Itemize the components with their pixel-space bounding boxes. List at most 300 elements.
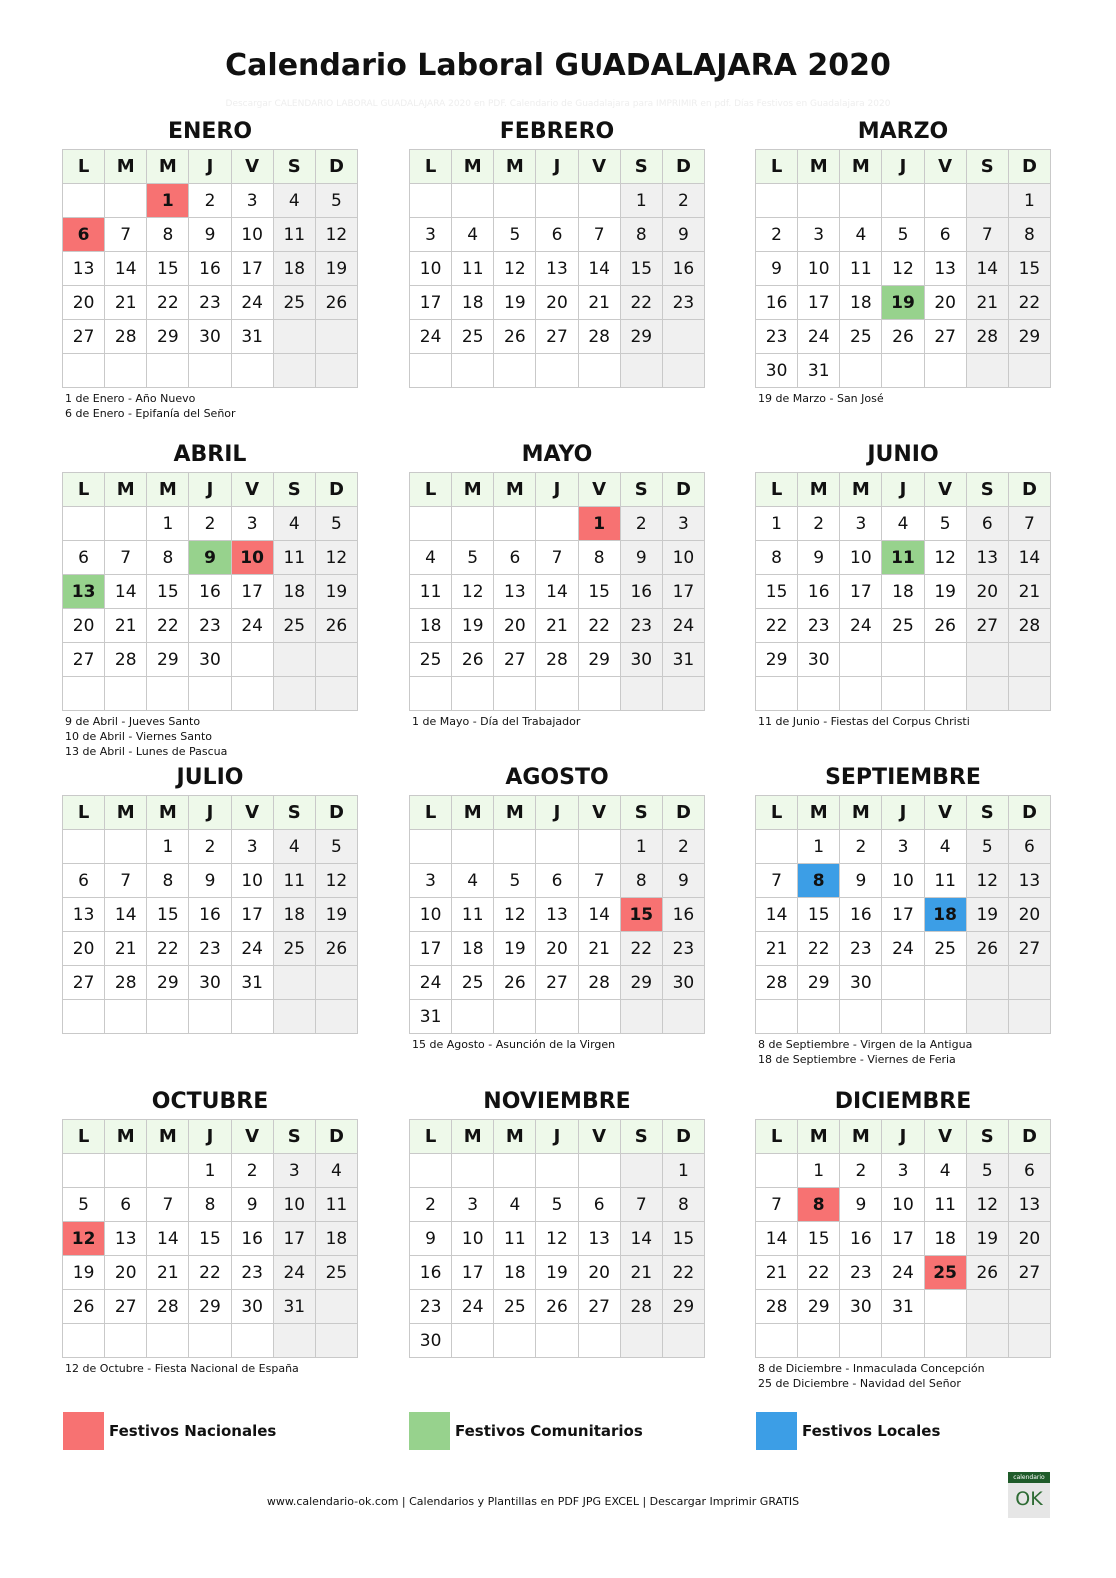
day-cell: 14 bbox=[105, 252, 147, 286]
weekday-header-row bbox=[756, 1120, 1051, 1154]
week-row bbox=[410, 320, 705, 354]
day-cell: 25 bbox=[924, 932, 966, 966]
holiday-notes bbox=[755, 1037, 1051, 1067]
day-cell: 17 bbox=[662, 575, 704, 609]
month-table bbox=[409, 1119, 705, 1358]
day-cell: 27 bbox=[63, 966, 105, 1000]
empty-cell bbox=[273, 1324, 315, 1358]
day-cell: 5 bbox=[924, 507, 966, 541]
day-cell: 8 bbox=[147, 541, 189, 575]
weekday-header: M bbox=[840, 473, 882, 507]
day-cell: 5 bbox=[63, 1188, 105, 1222]
empty-cell bbox=[315, 677, 357, 711]
day-cell: 30 bbox=[189, 966, 231, 1000]
day-cell: 19 bbox=[966, 1222, 1008, 1256]
day-cell: 25 bbox=[315, 1256, 357, 1290]
weekday-header: V bbox=[924, 1120, 966, 1154]
week-row bbox=[410, 830, 705, 864]
day-cell: 25 bbox=[840, 320, 882, 354]
week-row bbox=[410, 507, 705, 541]
empty-cell bbox=[452, 830, 494, 864]
week-row bbox=[410, 1154, 705, 1188]
day-cell: 7 bbox=[756, 864, 798, 898]
empty-cell bbox=[410, 354, 452, 388]
weekday-header: M bbox=[147, 1120, 189, 1154]
weekday-header: M bbox=[494, 1120, 536, 1154]
day-cell: 20 bbox=[578, 1256, 620, 1290]
weekday-header-row bbox=[410, 150, 705, 184]
empty-cell bbox=[578, 830, 620, 864]
weekday-header: V bbox=[578, 1120, 620, 1154]
weekday-header: J bbox=[882, 796, 924, 830]
day-cell: 9 bbox=[189, 864, 231, 898]
day-cell: 6 bbox=[1008, 1154, 1050, 1188]
empty-cell bbox=[882, 354, 924, 388]
day-cell: 6 bbox=[63, 541, 105, 575]
empty-cell bbox=[105, 1154, 147, 1188]
empty-cell bbox=[105, 677, 147, 711]
weekday-header: D bbox=[662, 796, 704, 830]
week-row bbox=[63, 1222, 358, 1256]
day-cell: 16 bbox=[410, 1256, 452, 1290]
day-cell: 12 bbox=[536, 1222, 578, 1256]
empty-cell bbox=[620, 1000, 662, 1034]
empty-cell bbox=[662, 1324, 704, 1358]
day-cell: 18 bbox=[840, 286, 882, 320]
weekday-header: V bbox=[231, 150, 273, 184]
day-cell: 16 bbox=[840, 898, 882, 932]
holiday-day-cell: 15 bbox=[620, 898, 662, 932]
empty-cell bbox=[105, 507, 147, 541]
day-cell: 3 bbox=[882, 1154, 924, 1188]
empty-cell bbox=[452, 184, 494, 218]
holiday-note: 15 de Agosto - Asunción de la Virgen bbox=[412, 1038, 616, 1051]
day-cell: 6 bbox=[494, 541, 536, 575]
day-cell: 3 bbox=[410, 218, 452, 252]
day-cell: 26 bbox=[63, 1290, 105, 1324]
day-cell: 15 bbox=[147, 898, 189, 932]
week-row bbox=[63, 898, 358, 932]
day-cell: 27 bbox=[536, 966, 578, 1000]
empty-cell bbox=[620, 1324, 662, 1358]
weekday-header: D bbox=[662, 150, 704, 184]
day-cell: 21 bbox=[578, 932, 620, 966]
week-row bbox=[756, 898, 1051, 932]
day-cell: 4 bbox=[273, 507, 315, 541]
empty-cell bbox=[147, 1000, 189, 1034]
day-cell: 24 bbox=[882, 1256, 924, 1290]
holiday-day-cell: 25 bbox=[924, 1256, 966, 1290]
weekday-header: L bbox=[63, 473, 105, 507]
day-cell: 1 bbox=[147, 507, 189, 541]
day-cell: 10 bbox=[882, 864, 924, 898]
holiday-note: 10 de Abril - Viernes Santo bbox=[65, 730, 212, 743]
day-cell: 26 bbox=[315, 609, 357, 643]
day-cell: 26 bbox=[494, 320, 536, 354]
empty-cell bbox=[189, 1324, 231, 1358]
empty-cell bbox=[105, 354, 147, 388]
week-row bbox=[756, 252, 1051, 286]
month-junio bbox=[755, 438, 1051, 729]
day-cell: 18 bbox=[494, 1256, 536, 1290]
week-row bbox=[410, 966, 705, 1000]
day-cell: 27 bbox=[536, 320, 578, 354]
empty-cell bbox=[231, 1000, 273, 1034]
weekday-header: S bbox=[620, 473, 662, 507]
empty-cell bbox=[578, 677, 620, 711]
day-cell: 14 bbox=[578, 898, 620, 932]
empty-cell bbox=[231, 677, 273, 711]
weekday-header: L bbox=[756, 796, 798, 830]
day-cell: 11 bbox=[452, 252, 494, 286]
day-cell: 10 bbox=[231, 864, 273, 898]
week-row bbox=[63, 507, 358, 541]
day-cell: 23 bbox=[840, 932, 882, 966]
holiday-day-cell: 9 bbox=[189, 541, 231, 575]
empty-cell bbox=[105, 830, 147, 864]
empty-cell bbox=[536, 1154, 578, 1188]
day-cell: 31 bbox=[662, 643, 704, 677]
weekday-header-row bbox=[756, 796, 1051, 830]
day-cell: 10 bbox=[410, 252, 452, 286]
day-cell: 24 bbox=[410, 320, 452, 354]
day-cell: 31 bbox=[410, 1000, 452, 1034]
day-cell: 18 bbox=[273, 898, 315, 932]
empty-cell bbox=[536, 354, 578, 388]
week-row bbox=[756, 677, 1051, 711]
day-cell: 10 bbox=[798, 252, 840, 286]
week-row bbox=[63, 830, 358, 864]
day-cell: 20 bbox=[536, 932, 578, 966]
week-row bbox=[756, 1256, 1051, 1290]
day-cell: 2 bbox=[189, 830, 231, 864]
day-cell: 29 bbox=[147, 966, 189, 1000]
month-table bbox=[755, 472, 1051, 711]
day-cell: 2 bbox=[620, 507, 662, 541]
day-cell: 17 bbox=[798, 286, 840, 320]
weekday-header: V bbox=[231, 796, 273, 830]
day-cell: 22 bbox=[1008, 286, 1050, 320]
empty-cell bbox=[231, 1324, 273, 1358]
day-cell: 23 bbox=[189, 932, 231, 966]
day-cell: 27 bbox=[63, 643, 105, 677]
day-cell: 7 bbox=[147, 1188, 189, 1222]
day-cell: 17 bbox=[231, 252, 273, 286]
day-cell: 1 bbox=[756, 507, 798, 541]
day-cell: 19 bbox=[536, 1256, 578, 1290]
holiday-note: 8 de Diciembre - Inmaculada Concepción bbox=[758, 1362, 985, 1375]
day-cell: 28 bbox=[578, 320, 620, 354]
week-row bbox=[410, 643, 705, 677]
month-julio bbox=[62, 761, 358, 1037]
day-cell: 11 bbox=[273, 218, 315, 252]
day-cell: 8 bbox=[147, 218, 189, 252]
empty-cell bbox=[882, 677, 924, 711]
weekday-header: J bbox=[882, 150, 924, 184]
empty-cell bbox=[410, 507, 452, 541]
day-cell: 17 bbox=[231, 898, 273, 932]
weekday-header: V bbox=[924, 473, 966, 507]
weekday-header: L bbox=[756, 150, 798, 184]
empty-cell bbox=[452, 1000, 494, 1034]
weekday-header: M bbox=[798, 796, 840, 830]
holiday-day-cell: 10 bbox=[231, 541, 273, 575]
empty-cell bbox=[966, 677, 1008, 711]
day-cell: 4 bbox=[882, 507, 924, 541]
day-cell: 20 bbox=[63, 932, 105, 966]
day-cell: 3 bbox=[410, 864, 452, 898]
empty-cell bbox=[756, 1000, 798, 1034]
empty-cell bbox=[231, 354, 273, 388]
weekday-header: J bbox=[536, 473, 578, 507]
day-cell: 17 bbox=[231, 575, 273, 609]
weekday-header: M bbox=[452, 1120, 494, 1154]
day-cell: 13 bbox=[1008, 864, 1050, 898]
empty-cell bbox=[273, 643, 315, 677]
day-cell: 16 bbox=[189, 575, 231, 609]
weekday-header: L bbox=[63, 150, 105, 184]
holiday-note: 11 de Junio - Fiestas del Corpus Christi bbox=[758, 715, 970, 728]
day-cell: 3 bbox=[231, 184, 273, 218]
empty-cell bbox=[798, 677, 840, 711]
week-row bbox=[410, 184, 705, 218]
day-cell: 21 bbox=[105, 609, 147, 643]
week-row bbox=[756, 932, 1051, 966]
week-row bbox=[63, 1290, 358, 1324]
weekday-header-row bbox=[410, 1120, 705, 1154]
weekday-header: L bbox=[410, 473, 452, 507]
weekday-header: V bbox=[924, 150, 966, 184]
day-cell: 11 bbox=[840, 252, 882, 286]
empty-cell bbox=[578, 184, 620, 218]
day-cell: 14 bbox=[578, 252, 620, 286]
day-cell: 28 bbox=[1008, 609, 1050, 643]
day-cell: 7 bbox=[105, 218, 147, 252]
empty-cell bbox=[536, 507, 578, 541]
empty-cell bbox=[620, 677, 662, 711]
holiday-note: 9 de Abril - Jueves Santo bbox=[65, 715, 201, 728]
day-cell: 1 bbox=[798, 1154, 840, 1188]
day-cell: 27 bbox=[494, 643, 536, 677]
empty-cell bbox=[231, 643, 273, 677]
empty-cell bbox=[924, 643, 966, 677]
day-cell: 16 bbox=[189, 252, 231, 286]
day-cell: 28 bbox=[756, 966, 798, 1000]
day-cell: 23 bbox=[231, 1256, 273, 1290]
day-cell: 22 bbox=[798, 932, 840, 966]
logo-ok-text: OK bbox=[1015, 1488, 1043, 1510]
day-cell: 6 bbox=[924, 218, 966, 252]
holiday-note: 1 de Enero - Año Nuevo bbox=[65, 392, 196, 405]
day-cell: 5 bbox=[966, 1154, 1008, 1188]
day-cell: 1 bbox=[620, 184, 662, 218]
empty-cell bbox=[662, 677, 704, 711]
day-cell: 22 bbox=[189, 1256, 231, 1290]
day-cell: 4 bbox=[273, 830, 315, 864]
legend-national-swatch bbox=[63, 1412, 104, 1450]
month-octubre bbox=[62, 1085, 358, 1376]
day-cell: 24 bbox=[273, 1256, 315, 1290]
day-cell: 11 bbox=[452, 898, 494, 932]
day-cell: 10 bbox=[452, 1222, 494, 1256]
weekday-header: J bbox=[189, 473, 231, 507]
day-cell: 15 bbox=[147, 252, 189, 286]
day-cell: 2 bbox=[231, 1154, 273, 1188]
day-cell: 17 bbox=[273, 1222, 315, 1256]
day-cell: 24 bbox=[882, 932, 924, 966]
day-cell: 6 bbox=[966, 507, 1008, 541]
day-cell: 6 bbox=[578, 1188, 620, 1222]
day-cell: 21 bbox=[756, 1256, 798, 1290]
day-cell: 7 bbox=[620, 1188, 662, 1222]
empty-cell bbox=[452, 677, 494, 711]
day-cell: 27 bbox=[1008, 932, 1050, 966]
day-cell: 13 bbox=[1008, 1188, 1050, 1222]
day-cell: 19 bbox=[452, 609, 494, 643]
day-cell: 11 bbox=[410, 575, 452, 609]
day-cell: 21 bbox=[966, 286, 1008, 320]
weekday-header: M bbox=[147, 796, 189, 830]
day-cell: 21 bbox=[1008, 575, 1050, 609]
day-cell: 24 bbox=[798, 320, 840, 354]
day-cell: 4 bbox=[840, 218, 882, 252]
holiday-notes bbox=[755, 714, 1051, 729]
weekday-header: S bbox=[620, 1120, 662, 1154]
weekday-header: J bbox=[189, 1120, 231, 1154]
weekday-header: J bbox=[882, 1120, 924, 1154]
day-cell: 29 bbox=[798, 966, 840, 1000]
day-cell: 5 bbox=[452, 541, 494, 575]
day-cell: 15 bbox=[147, 575, 189, 609]
day-cell: 11 bbox=[924, 864, 966, 898]
empty-cell bbox=[452, 1154, 494, 1188]
week-row bbox=[756, 218, 1051, 252]
day-cell: 26 bbox=[882, 320, 924, 354]
day-cell: 6 bbox=[105, 1188, 147, 1222]
empty-cell bbox=[147, 1324, 189, 1358]
day-cell: 9 bbox=[662, 864, 704, 898]
weekday-header: M bbox=[147, 473, 189, 507]
empty-cell bbox=[410, 184, 452, 218]
empty-cell bbox=[662, 354, 704, 388]
day-cell: 11 bbox=[273, 541, 315, 575]
empty-cell bbox=[924, 1000, 966, 1034]
weekday-header: D bbox=[315, 796, 357, 830]
weekday-header: V bbox=[231, 473, 273, 507]
empty-cell bbox=[966, 643, 1008, 677]
day-cell: 24 bbox=[410, 966, 452, 1000]
holiday-day-cell: 1 bbox=[578, 507, 620, 541]
empty-cell bbox=[315, 643, 357, 677]
empty-cell bbox=[662, 320, 704, 354]
empty-cell bbox=[410, 830, 452, 864]
day-cell: 18 bbox=[924, 1222, 966, 1256]
footer-text[interactable]: www.calendario-ok.com | Calendarios y Plantillas en PDF JPG EXCEL | Descargar Imprimir GRATIS bbox=[266, 1495, 800, 1508]
day-cell: 16 bbox=[798, 575, 840, 609]
empty-cell bbox=[273, 966, 315, 1000]
holiday-day-cell: 8 bbox=[798, 1188, 840, 1222]
holiday-notes bbox=[62, 391, 358, 421]
empty-cell bbox=[536, 1324, 578, 1358]
day-cell: 4 bbox=[273, 184, 315, 218]
day-cell: 1 bbox=[662, 1154, 704, 1188]
day-cell: 3 bbox=[662, 507, 704, 541]
weekday-header: M bbox=[452, 796, 494, 830]
day-cell: 19 bbox=[924, 575, 966, 609]
weekday-header-row bbox=[410, 796, 705, 830]
empty-cell bbox=[147, 354, 189, 388]
weekday-header: L bbox=[756, 473, 798, 507]
day-cell: 7 bbox=[105, 864, 147, 898]
week-row bbox=[756, 354, 1051, 388]
day-cell: 9 bbox=[189, 218, 231, 252]
empty-cell bbox=[756, 1324, 798, 1358]
empty-cell bbox=[147, 1154, 189, 1188]
day-cell: 31 bbox=[231, 966, 273, 1000]
weekday-header: S bbox=[966, 473, 1008, 507]
day-cell: 12 bbox=[882, 252, 924, 286]
weekday-header: D bbox=[1008, 1120, 1050, 1154]
empty-cell bbox=[840, 354, 882, 388]
day-cell: 30 bbox=[189, 643, 231, 677]
day-cell: 12 bbox=[315, 541, 357, 575]
day-cell: 13 bbox=[494, 575, 536, 609]
empty-cell bbox=[63, 184, 105, 218]
day-cell: 30 bbox=[840, 966, 882, 1000]
day-cell: 16 bbox=[756, 286, 798, 320]
holiday-notes bbox=[409, 1037, 705, 1052]
day-cell: 24 bbox=[231, 286, 273, 320]
week-row bbox=[63, 966, 358, 1000]
day-cell: 12 bbox=[494, 252, 536, 286]
day-cell: 14 bbox=[756, 1222, 798, 1256]
holiday-day-cell: 12 bbox=[63, 1222, 105, 1256]
week-row bbox=[410, 575, 705, 609]
day-cell: 1 bbox=[798, 830, 840, 864]
weekday-header: J bbox=[536, 150, 578, 184]
day-cell: 4 bbox=[924, 1154, 966, 1188]
week-row bbox=[756, 966, 1051, 1000]
holiday-day-cell: 13 bbox=[63, 575, 105, 609]
day-cell: 15 bbox=[662, 1222, 704, 1256]
logo[interactable] bbox=[1008, 1472, 1050, 1518]
day-cell: 19 bbox=[63, 1256, 105, 1290]
week-row bbox=[756, 609, 1051, 643]
day-cell: 2 bbox=[662, 184, 704, 218]
day-cell: 14 bbox=[620, 1222, 662, 1256]
day-cell: 21 bbox=[105, 286, 147, 320]
weekday-header: S bbox=[966, 1120, 1008, 1154]
day-cell: 31 bbox=[273, 1290, 315, 1324]
day-cell: 23 bbox=[756, 320, 798, 354]
weekday-header: M bbox=[494, 150, 536, 184]
month-name: ENERO bbox=[167, 119, 253, 144]
day-cell: 28 bbox=[147, 1290, 189, 1324]
day-cell: 13 bbox=[536, 252, 578, 286]
day-cell: 11 bbox=[273, 864, 315, 898]
month-marzo bbox=[755, 115, 1051, 406]
day-cell: 13 bbox=[63, 898, 105, 932]
holiday-day-cell: 6 bbox=[63, 218, 105, 252]
day-cell: 17 bbox=[452, 1256, 494, 1290]
day-cell: 27 bbox=[105, 1290, 147, 1324]
day-cell: 7 bbox=[578, 864, 620, 898]
week-row bbox=[410, 1324, 705, 1358]
day-cell: 20 bbox=[966, 575, 1008, 609]
week-row bbox=[756, 864, 1051, 898]
day-cell: 10 bbox=[882, 1188, 924, 1222]
weekday-header: S bbox=[273, 150, 315, 184]
